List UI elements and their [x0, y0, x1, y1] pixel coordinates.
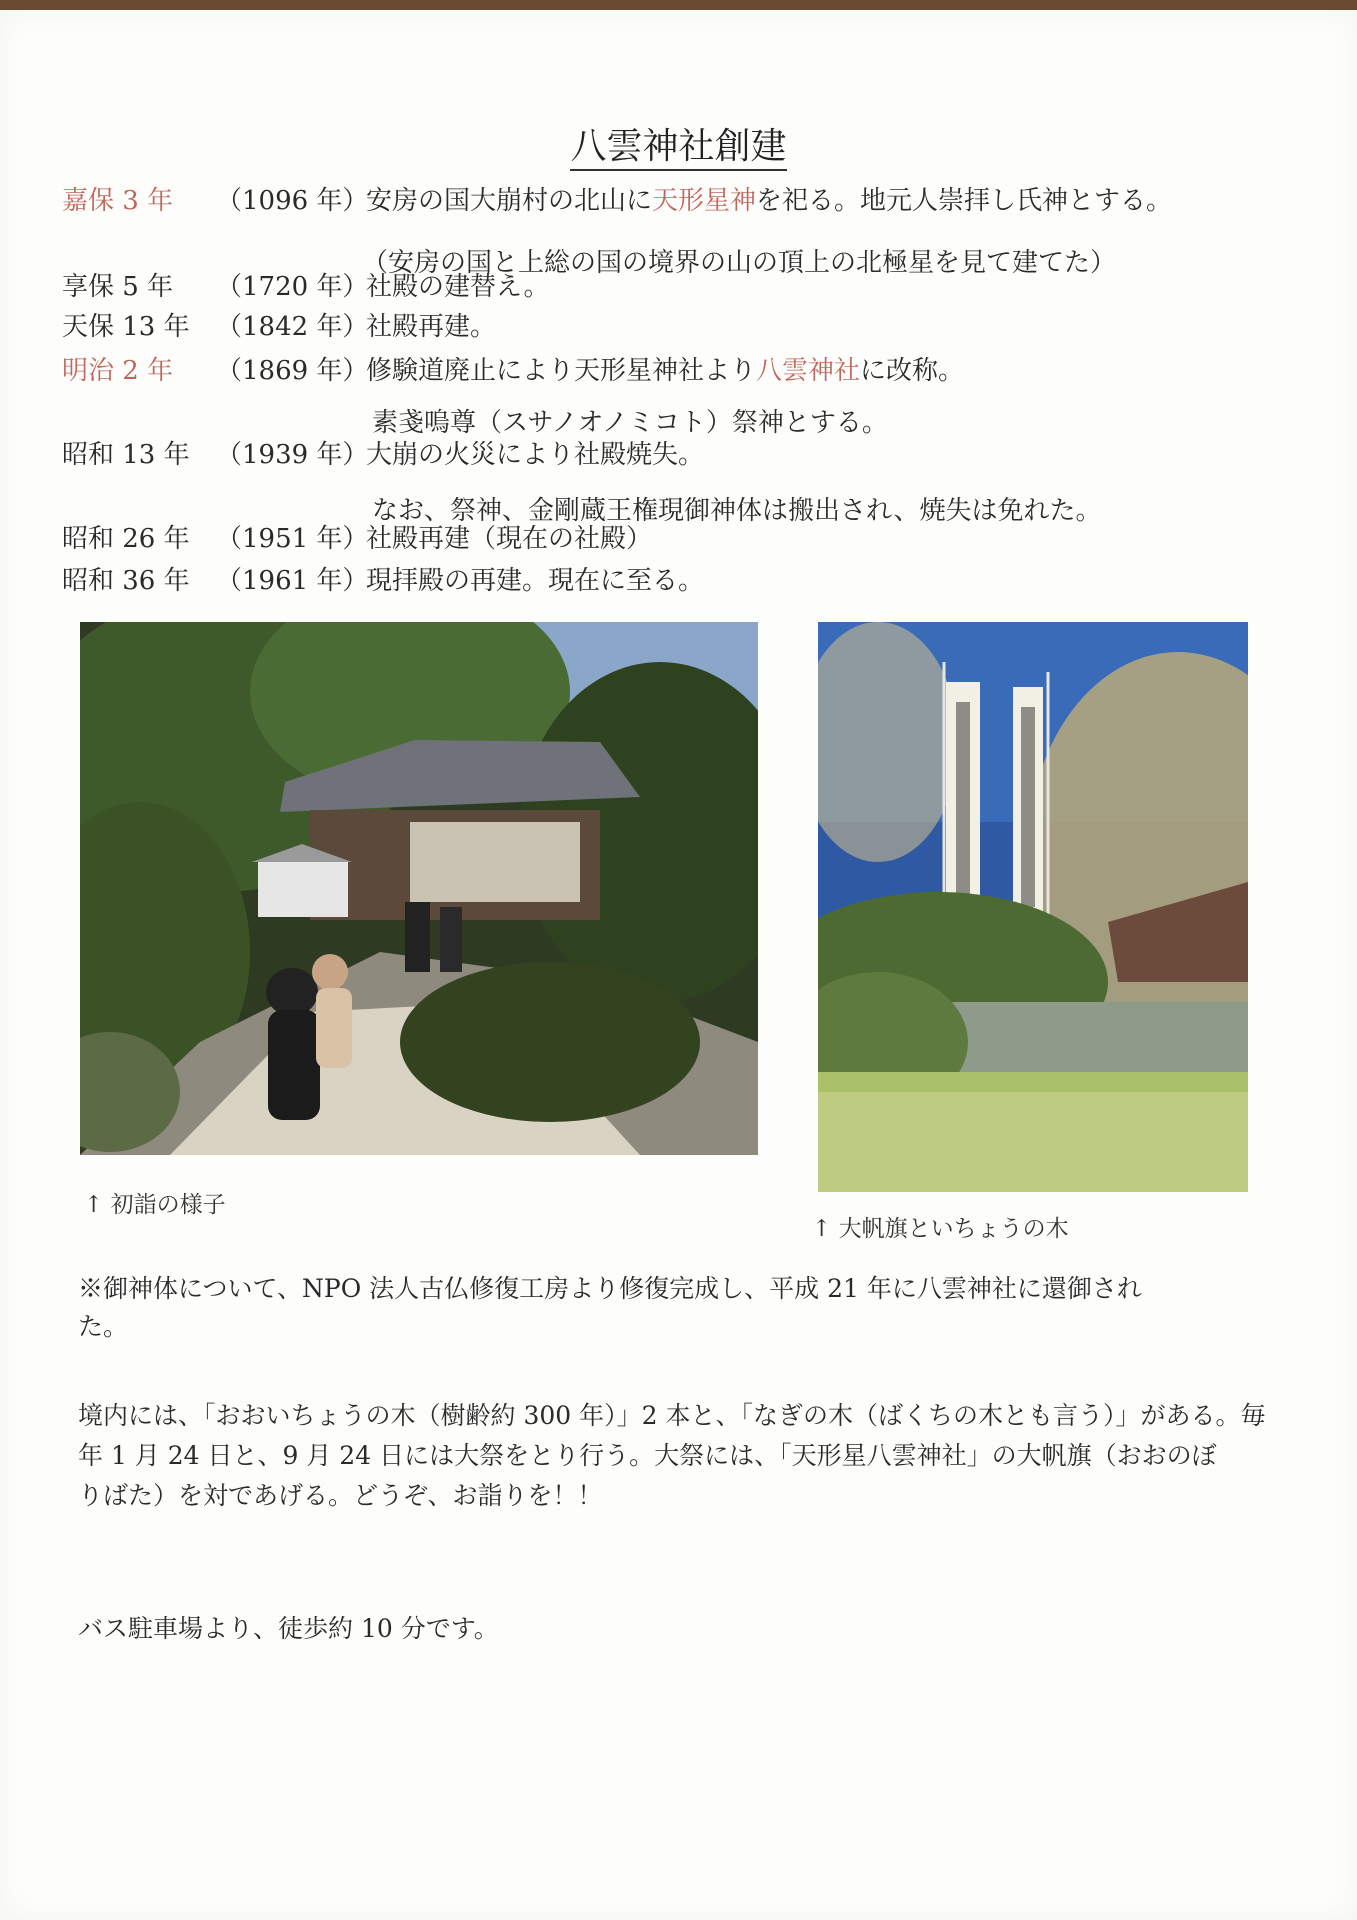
event-text: 安房の国大崩村の北山に天形星神を祀る。地元人崇拝し氏神とする。 — [366, 186, 1173, 216]
year-label: （1951 年） — [216, 524, 369, 554]
timeline-row — [0, 180, 1357, 220]
era-label: 明治 2 年 — [62, 356, 174, 386]
year-label: （1869 年） — [216, 356, 369, 386]
timeline-row — [0, 306, 1357, 346]
event-text: 修験道廃止により天形星神社より八雲神社に改称。 — [366, 356, 965, 386]
year-label: （1939 年） — [216, 440, 369, 470]
era-label: 昭和 36 年 — [62, 566, 190, 596]
goshintai-note — [78, 1270, 1298, 1346]
paragraph-line: ※御神体について、NPO 法人古仏修復工房より修復完成し、平成 21 年に八雲神社に還御され — [78, 1274, 1142, 1303]
timeline-row — [0, 560, 1357, 600]
paragraph-line: た。 — [78, 1312, 129, 1341]
year-label: （1842 年） — [216, 312, 369, 342]
photo-caption-left: ↑ 初詣の様子 — [84, 1192, 226, 1218]
page-title: 八雲神社創建 — [0, 118, 1357, 169]
timeline-row — [0, 434, 1357, 474]
document-page — [0, 10, 1357, 1920]
paragraph-line: 境内には、「おおいちょうの木（樹齢約 300 年）」2 本と、「なぎの木（ばくちの木とも言う）」がある。毎 — [78, 1401, 1266, 1430]
access-info: バス駐車場より、徒歩約 10 分です。 — [78, 1614, 499, 1643]
event-text: 社殿再建（現在の社殿） — [366, 524, 653, 554]
era-label: 享保 5 年 — [62, 272, 174, 302]
event-note: なお、祭神、金剛蔵王権現御神体は搬出され、焼失は免れた。 — [372, 496, 1102, 526]
timeline-row — [0, 518, 1357, 558]
paragraph-line: 年 1 月 24 日と、9 月 24 日には大祭をとり行う。大祭には、「天形星八雲神社」の大帆旗（おおのぼ — [78, 1441, 1217, 1470]
event-text: 社殿再建。 — [366, 312, 497, 342]
era-label: 昭和 13 年 — [62, 440, 190, 470]
year-label: （1961 年） — [216, 566, 369, 596]
timeline-row — [0, 350, 1357, 390]
shrine-photo — [80, 622, 758, 1155]
event-text: 現拝殿の再建。現在に至る。 — [366, 566, 705, 596]
year-label: （1096 年） — [216, 186, 369, 216]
event-text: 大崩の火災により社殿焼失。 — [366, 440, 705, 470]
era-label: 天保 13 年 — [62, 312, 190, 342]
event-note: （安房の国と上総の国の境界の山の頂上の北極星を見て建てた） — [362, 248, 1117, 278]
timeline-row — [0, 266, 1357, 306]
event-text: 社殿の建替え。 — [366, 272, 550, 302]
banner-ginkgo-photo — [818, 622, 1248, 1192]
grounds-paragraph — [78, 1396, 1298, 1516]
paragraph-line: りばた）を対であげる。どうぞ、お詣りを！！ — [78, 1481, 603, 1510]
year-label: （1720 年） — [216, 272, 369, 302]
era-label: 昭和 26 年 — [62, 524, 190, 554]
era-label: 嘉保 3 年 — [62, 186, 174, 216]
photo-caption-right: ↑ 大帆旗といちょうの木 — [812, 1216, 1069, 1242]
event-note: 素戔嗚尊（スサノオノミコト）祭神とする。 — [372, 408, 888, 438]
